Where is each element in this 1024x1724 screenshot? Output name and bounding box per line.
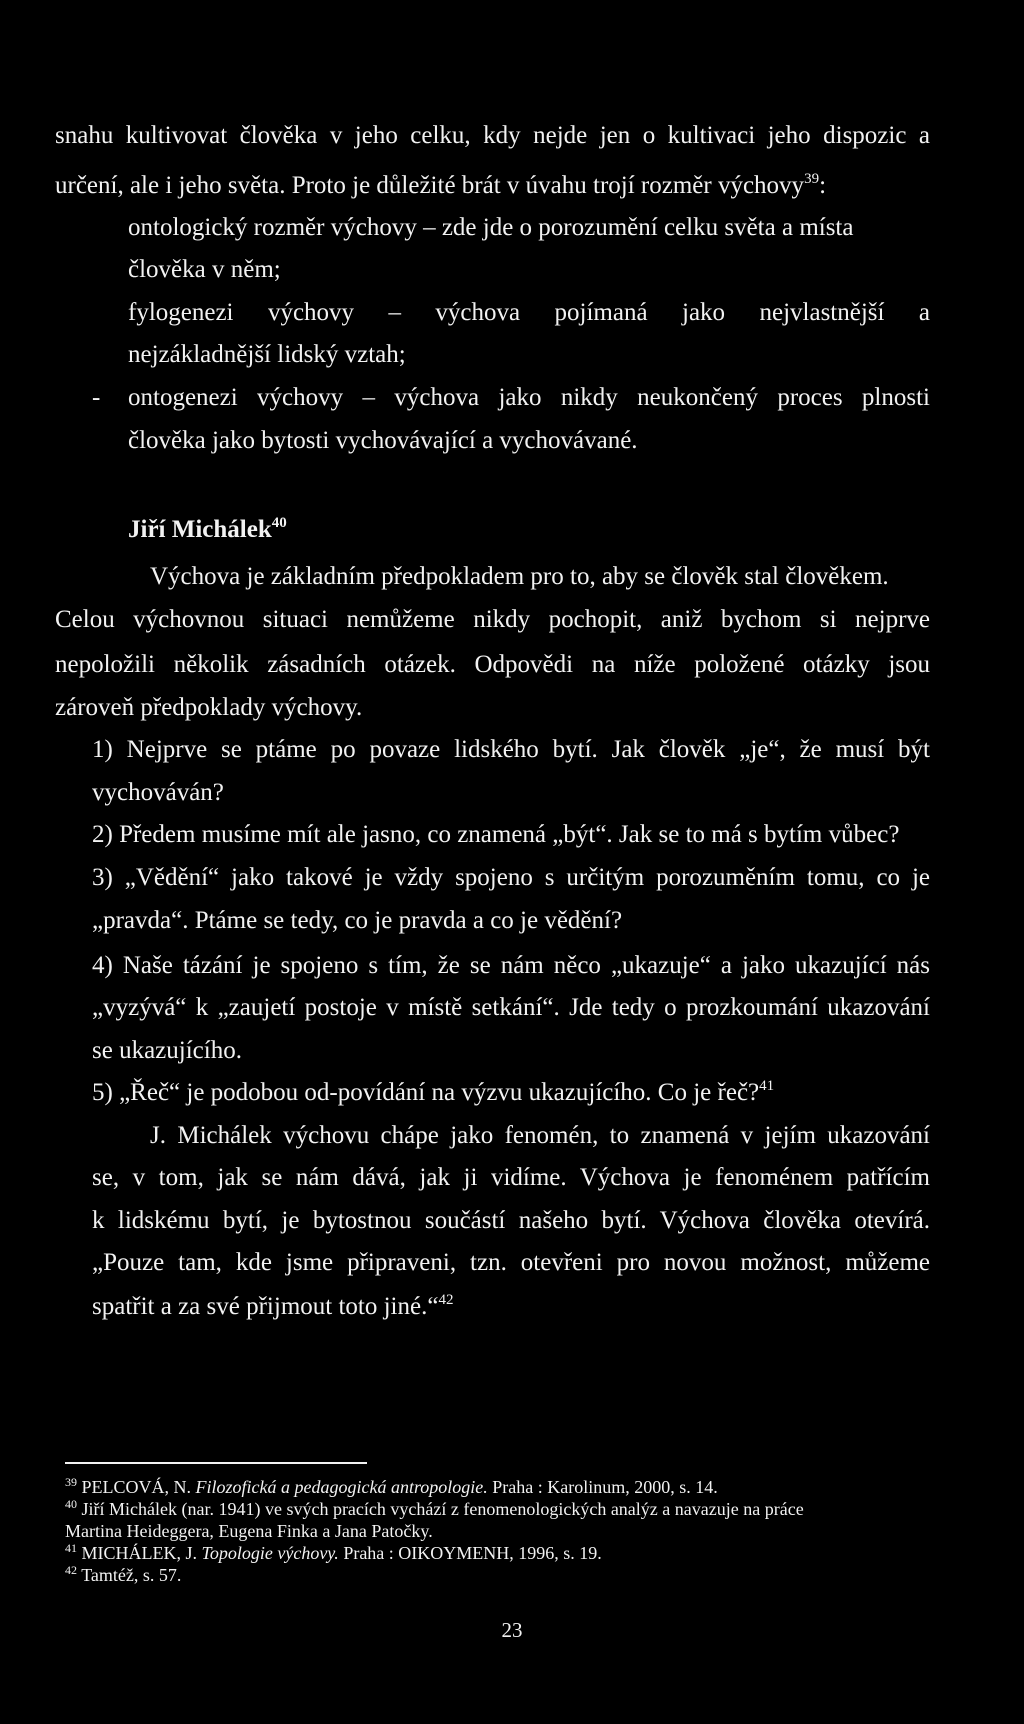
footnote-ref: 41	[759, 1078, 775, 1094]
question-line: 3) „Vědění“ jako takové je vždy spojeno s určitým porozuměním tomu, co je	[92, 864, 930, 891]
paragraph-line: nepoložili několik zásadních otázek. Odpovědi na níže položené otázky jsou	[55, 651, 930, 678]
paragraph-line: J. Michálek výchovu chápe jako fenomén, to znamená v jejím ukazování	[150, 1122, 930, 1149]
question-line: 1) Nejprve se ptáme po povaze lidského bytí. Jak člověk „je“, že musí být	[92, 736, 930, 763]
footnote-separator	[65, 1462, 367, 1464]
question-line: vychováván?	[92, 779, 224, 806]
section-heading: Jiří Michálek$^{40}$	[128, 515, 287, 543]
paragraph-line: zároveň předpoklady výchovy.	[55, 694, 363, 721]
list-item-line: fylogenezi výchovy – výchova pojímaná jako nejvlastnější a	[128, 299, 930, 326]
page-number: 23	[501, 1618, 523, 1642]
list-item-line: ontologický rozměr výchovy – zde jde o porozumění celku světa a místa	[128, 214, 854, 241]
list-item-line: nejzákladnější lidský vztah;	[128, 341, 406, 368]
list-bullet: -	[92, 384, 101, 411]
question-line: se ukazujícího.	[92, 1037, 242, 1064]
question-line: „pravda“. Ptáme se tedy, co je pravda a co je vědění?	[92, 907, 623, 934]
paragraph-line: snahu kultivovat člověka v jeho celku, kdy nejde jen o kultivaci jeho dispozic a	[55, 122, 930, 149]
footnote-continuation: Martina Heideggera, Eugena Finka a Jana Patočky.	[65, 1521, 433, 1541]
footnote: $^{40}$ Jiří Michálek (nar. 1941) ve svých pracích vychází z fenomenologických analýz a navazuje na práce	[65, 1497, 804, 1519]
footnote-ref: 39	[804, 171, 820, 187]
footnote: $^{39}$ PELCOVÁ, N. Filozofická a pedagogická antropologie. Praha : Karolinum, 2000, s. 14.	[65, 1475, 718, 1497]
question-line: 2) Předem musíme mít ale jasno, co znamená „být“. Jak se to má s bytím vůbec?	[92, 821, 900, 848]
footnote-ref: 42	[438, 1292, 454, 1308]
list-item-line: člověka v něm;	[128, 256, 281, 283]
footnote: $^{42}$ Tamtéž, s. 57.	[65, 1563, 182, 1585]
paragraph-line: „Pouze tam, kde jsme připraveni, tzn. otevřeni pro novou možnost, můžeme	[92, 1249, 930, 1276]
paragraph-line: Výchova je základním předpokladem pro to, aby se člověk stal člověkem.	[150, 563, 889, 590]
list-item-line: člověka jako bytosti vychovávající a vychovávané.	[128, 427, 638, 454]
list-item-line: ontogenezi výchovy – výchova jako nikdy neukončený proces plnosti	[128, 384, 930, 411]
paragraph-line: k lidskému bytí, je bytostnou součástí našeho bytí. Výchova člověka otevírá.	[92, 1207, 930, 1234]
question-line: 5) „Řeč“ je podobou od-povídání na výzvu ukazujícího. Co je řeč?$^{41}$	[92, 1078, 775, 1106]
paragraph-line: spatřit a za své přijmout toto jiné.“$^{42}$	[92, 1292, 454, 1320]
footnote: $^{41}$ MICHÁLEK, J. Topologie výchovy. Praha : OIKOYMENH, 1996, s. 19.	[65, 1541, 602, 1563]
paragraph-line: určení, ale i jeho světa. Proto je důležité brát v úvahu trojí rozměr výchovy$^{39}$:	[55, 171, 827, 199]
question-line: „vyzývá“ k „zaujetí postoje v místě setkání“. Jde tedy o prozkoumání ukazování	[92, 994, 930, 1021]
paragraph-line: se, v tom, jak se nám dává, jak ji vidíme. Výchova je fenoménem patřícím	[92, 1164, 930, 1191]
footnote-ref: 40	[271, 515, 287, 531]
question-line: 4) Naše tázání je spojeno s tím, že se nám něco „ukazuje“ a jako ukazující nás	[92, 952, 930, 979]
paragraph-line: Celou výchovnou situaci nemůžeme nikdy pochopit, aniž bychom si nejprve	[55, 606, 930, 633]
